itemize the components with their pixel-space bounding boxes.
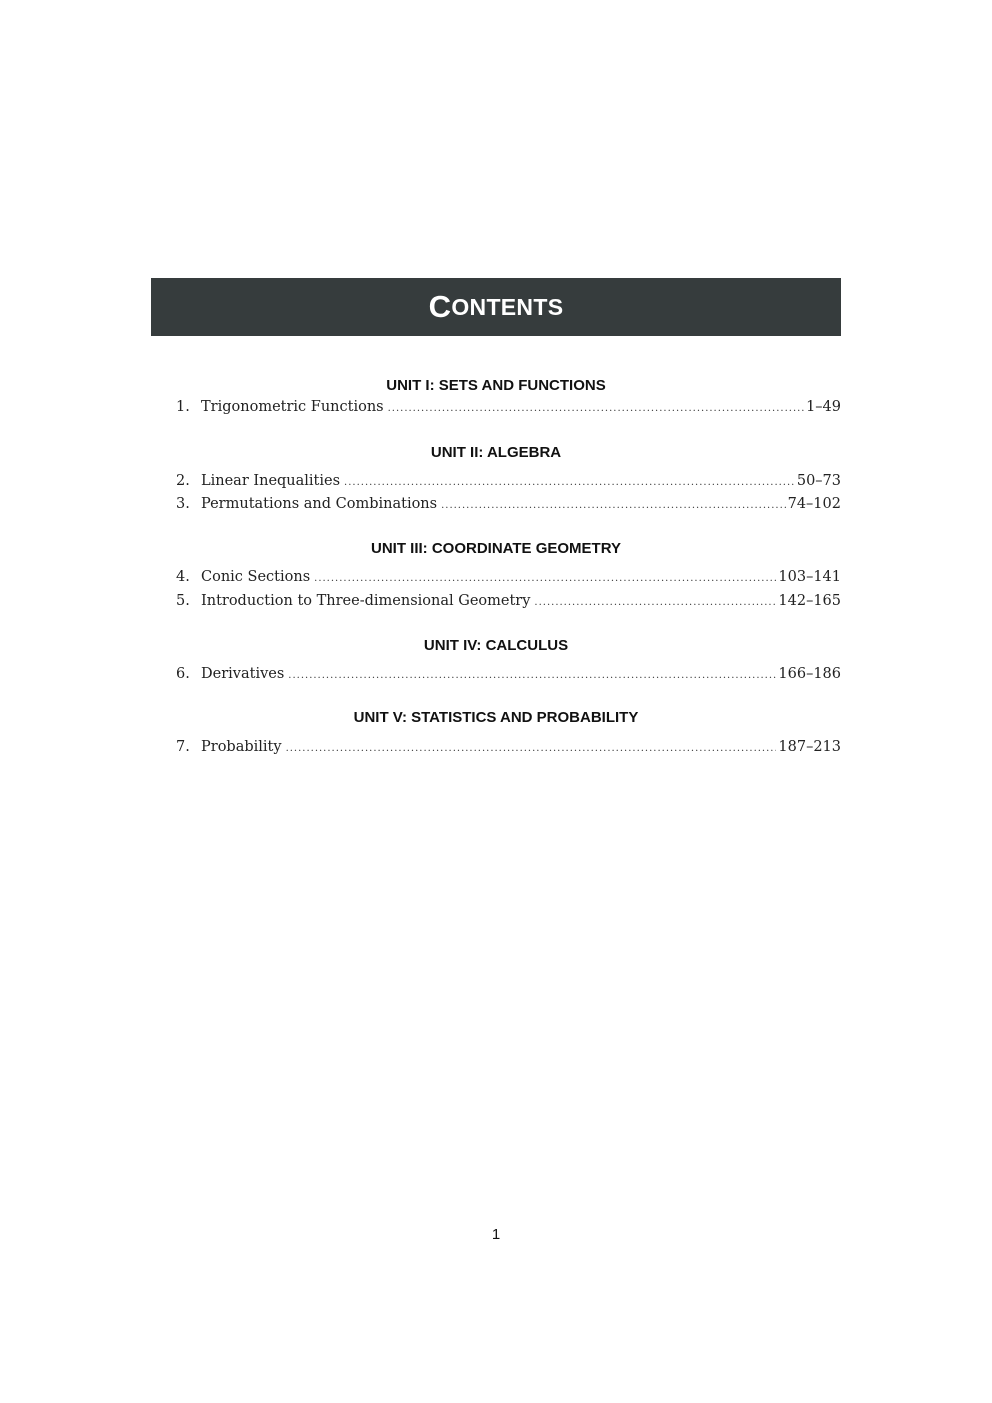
toc-entry[interactable]	[176, 473, 841, 489]
dot-leader	[288, 670, 776, 681]
toc-entry[interactable]	[176, 496, 841, 512]
entry-title: Derivatives	[201, 666, 285, 682]
entry-pages: 50–73	[796, 473, 841, 489]
toc-entry[interactable]	[176, 593, 841, 609]
entry-pages: 1–49	[806, 399, 841, 415]
unit-heading: UNIT II: ALGEBRA	[430, 444, 562, 461]
entry-title: Linear Inequalities	[201, 473, 341, 489]
entry-title: Probability	[201, 739, 282, 755]
contents-title-banner	[151, 278, 841, 336]
entry-title: Trigonometric Functions	[201, 399, 384, 415]
dot-leader	[286, 743, 777, 754]
unit-heading: UNIT III: COORDINATE GEOMETRY	[371, 540, 621, 557]
entry-pages: 187–213	[778, 739, 841, 755]
dot-leader	[314, 573, 776, 584]
entry-pages: 103–141	[778, 569, 841, 585]
unit-heading: UNIT IV: CALCULUS	[423, 637, 569, 654]
page-number: 1	[491, 1226, 501, 1243]
entry-number: 4.	[176, 569, 190, 585]
dot-leader	[344, 477, 795, 488]
title-rest: ONTENTS	[451, 293, 564, 320]
entry-pages: 142–165	[778, 593, 841, 609]
entry-title: Conic Sections	[201, 569, 311, 585]
entry-number: 2.	[176, 473, 190, 489]
toc-entry[interactable]	[176, 569, 841, 585]
toc-entry[interactable]	[176, 399, 841, 415]
entry-number: 5.	[176, 593, 190, 609]
entry-number: 3.	[176, 496, 190, 512]
entry-number: 7.	[176, 739, 190, 755]
entry-pages: 74–102	[787, 496, 841, 512]
toc-entry[interactable]	[176, 739, 841, 755]
title-initial: C	[428, 289, 452, 324]
entry-pages: 166–186	[778, 666, 841, 682]
entry-number: 6.	[176, 666, 190, 682]
dot-leader	[441, 500, 786, 511]
unit-heading: UNIT V: STATISTICS AND PROBABILITY	[353, 709, 639, 726]
entry-title: Permutations and Combinations	[201, 496, 438, 512]
dot-leader	[534, 597, 776, 608]
entry-number: 1.	[176, 399, 190, 415]
entry-title: Introduction to Three-dimensional Geometry	[201, 593, 531, 609]
toc-entry[interactable]	[176, 666, 841, 682]
unit-heading: UNIT I: SETS AND FUNCTIONS	[386, 377, 606, 394]
dot-leader	[388, 403, 804, 414]
